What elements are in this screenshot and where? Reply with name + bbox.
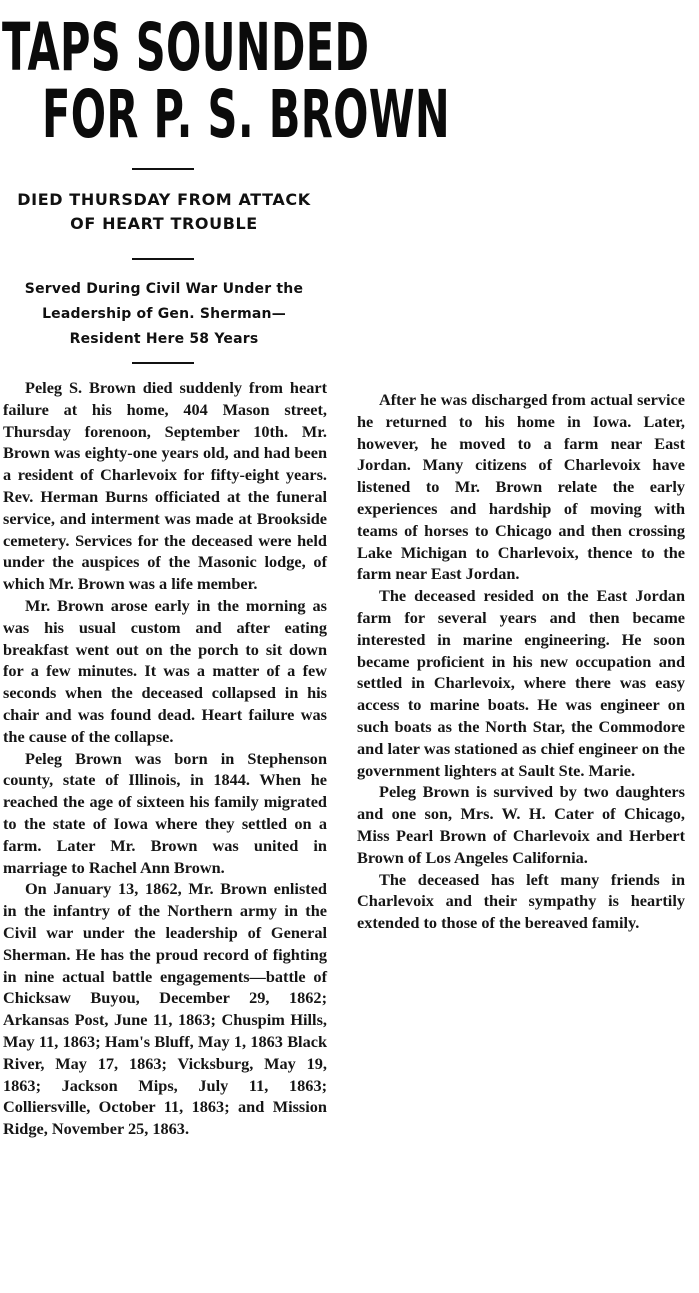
article-paragraph: Peleg Brown is survived by two daughters and one son, Mrs. W. H. Cater of Chicago, Miss Pearl Brown of Charlevoix and Herbert Brown of Los Angeles California.: [357, 782, 685, 867]
article-column-right: [357, 389, 685, 934]
article-column-left: [3, 377, 327, 1140]
subheadline-line-2: OF HEART TROUBLE: [70, 214, 258, 233]
subheadline-divider: [132, 258, 194, 260]
deck-line-2: Leadership of Gen. Sherman—: [42, 306, 286, 322]
headline-divider: [132, 168, 194, 170]
headline-line-2: FOR P. S. BROWN: [42, 76, 451, 153]
article-paragraph: The deceased resided on the East Jordan farm for several years and then became interested in marine engineering. He soon became proficient in his new occupation and settled in Charlevoix, where there was easy access to marine boats. He was engineer on such boats as the North Star, the Commodore and later was stationed as chief engineer on the government lighters at Sault Ste. Marie.: [357, 586, 685, 780]
article-paragraph: Peleg Brown was born in Stephenson county, state of Illinois, in 1844. When he reached the age of sixteen his family migrated to the state of Iowa where they settled on a farm. Later Mr. Brown was united in marriage to Rachel Ann Brown.: [3, 748, 327, 877]
article-paragraph: Mr. Brown arose early in the morning as was his usual custom and after eating breakfast went out on the porch to sit down for a few minutes. It was a matter of a few seconds when the deceased collapsed in his chair and was found dead. Heart failure was the cause of the collapse.: [3, 595, 327, 746]
article-paragraph: The deceased has left many friends in Charlevoix and their sympathy is heartily extended to those of the bereaved family.: [357, 869, 685, 933]
deck-divider: [132, 362, 194, 364]
article-paragraph: On January 13, 1862, Mr. Brown enlisted in the infantry of the Northern army in the Civil war under the leadership of General Sherman. He has the proud record of fighting in nine actual battle engagements—battle of Chicksaw Buyou, December 29, 1862; Arkansas Post, June 11, 1863; Chuspim Hills, May 11, 1863; Ham's Bluff, May 1, 1863 Black River, May 17, 1863; Vicksburg, May 19, 1863; Jackson Mips, July 11, 1863; Colliersville, October 11, 1863; and Mission Ridge, November 25, 1863.: [3, 879, 327, 1139]
subheadline: [0, 188, 328, 236]
deck: [0, 277, 328, 352]
subheadline-line-1: DIED THURSDAY FROM ATTACK: [17, 190, 311, 209]
article-paragraph: Peleg S. Brown died suddenly from heart failure at his home, 404 Mason street, Thursday forenoon, September 10th. Mr. Brown was eighty-one years old, and had been a resident of Charlevoix for fifty-eight years. Rev. Herman Burns officiated at the funeral service, and interment was made at Brookside cemetery. Services for the deceased were held under the auspices of the Masonic lodge, of which Mr. Brown was a life member.: [3, 378, 327, 594]
headline-line-1: TAPS SOUNDED: [2, 9, 370, 86]
deck-line-3: Resident Here 58 Years: [69, 331, 259, 347]
deck-line-1: Served During Civil War Under the: [24, 281, 304, 297]
article-paragraph: After he was discharged from actual service he returned to his home in Iowa. Later, however, he moved to a farm near East Jordan. Many citizens of Charlevoix have listened to Mr. Brown relate the early experiences and hardship of moving with teams of horses to Chicago and then crossing Lake Michigan to Charlevoix, thence to the farm near East Jordan.: [357, 390, 685, 584]
